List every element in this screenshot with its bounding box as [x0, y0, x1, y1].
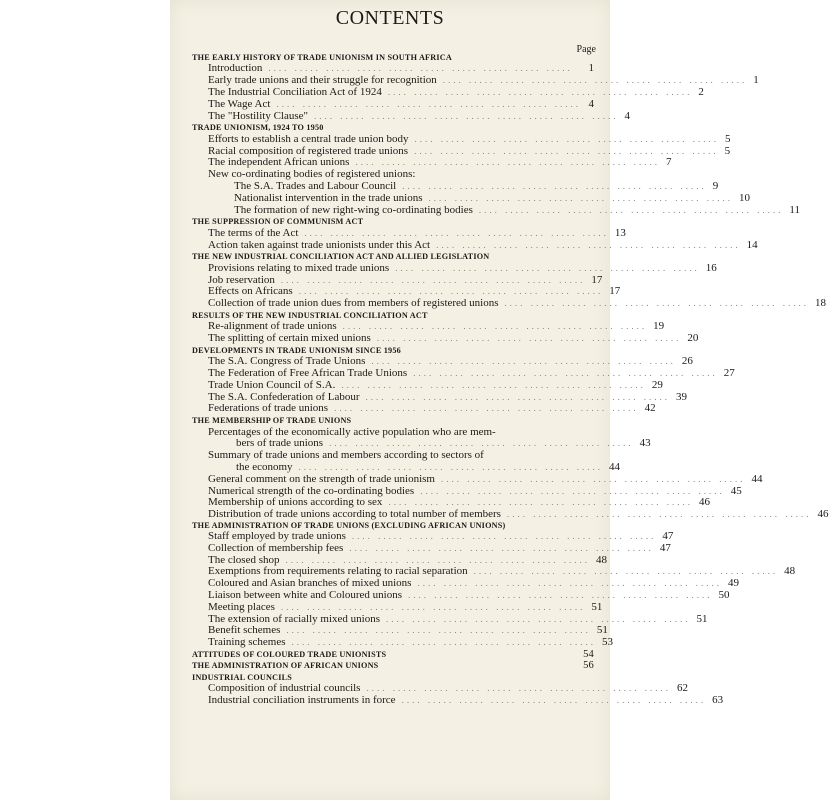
toc-entry-title: The formation of new right-wing co-ordinating bodies	[234, 203, 473, 216]
page-number: 48	[595, 553, 607, 566]
section-heading: THE NEW INDUSTRIAL CONCILIATION ACT AND ALLIED LEGISLATION	[192, 252, 490, 262]
page-number: 9	[712, 179, 719, 192]
page-number: 20	[687, 332, 699, 345]
leader-dots: .... ..... ..... ..... ..... ..... ..... ..... ..... .....	[413, 368, 718, 379]
toc-entry-title: Efforts to establish a central trade union body	[208, 132, 409, 145]
toc-entry-title: Re-alignment of trade unions	[208, 320, 337, 333]
page-number: 27	[723, 367, 735, 380]
toc-entry	[192, 261, 717, 275]
toc-entry-title: Composition of industrial councils	[208, 682, 361, 695]
leader-dots: .... ..... ..... ..... ..... ..... ..... ..... ..... .....	[401, 694, 707, 705]
leader-dots: .... ..... ..... ..... ..... ..... ..... ..... ..... .....	[291, 637, 597, 648]
page-number: 1	[588, 62, 594, 75]
page-number: 4	[624, 109, 631, 122]
toc-entry-title: The extension of racially mixed unions	[208, 612, 380, 625]
toc-entry-title: Federations of trade unions	[208, 402, 329, 415]
leader-dots: .... ..... ..... ..... ..... ..... ..... ..... ..... .....	[298, 462, 604, 473]
toc-entry-title: The "Hostility Clause"	[208, 109, 309, 122]
toc-entry	[192, 297, 827, 310]
section-heading: THE SUPPRESSION OF COMMUNISM ACT	[192, 217, 364, 227]
page-number: 50	[718, 589, 730, 602]
toc-entry-title: Training schemes	[208, 636, 286, 649]
section-heading	[192, 649, 596, 660]
section-heading: INDUSTRIAL COUNCILS	[192, 672, 293, 682]
leader-dots: .... ..... ..... ..... ..... ..... ..... ..... ..... .....	[428, 192, 733, 203]
page-number: 49	[727, 577, 739, 590]
toc-entry-title: Benefit schemes	[208, 624, 281, 637]
leader-dots: .... ..... ..... ..... ..... ..... ..... ..... ..... .....	[304, 227, 609, 238]
toc-entry-title: Numerical strength of the co-ordinating bodies	[208, 484, 415, 497]
leader-dots: .... ..... ..... ..... ..... ..... ..... ..... ..... .....	[365, 391, 671, 402]
page-number: 18	[815, 297, 827, 310]
toc-entry-title: Collection of trade union dues from members of registered unions	[208, 297, 499, 310]
page-number: 51	[591, 600, 603, 613]
page-number: 1	[753, 74, 759, 87]
toc-entry	[192, 191, 750, 205]
toc-entry-title: bers of trade unions	[236, 437, 324, 450]
toc-entry-title: Meeting places	[208, 600, 275, 613]
toc-entry	[192, 332, 699, 345]
page-number: 44	[751, 472, 763, 485]
leader-dots: .... ..... ..... ..... ..... ..... ..... ..... ..... .....	[388, 497, 693, 508]
toc-entry-title: The S.A. Congress of Trade Unions	[208, 355, 366, 368]
toc-entry-title: The Wage Act	[208, 97, 271, 110]
toc-entry-title: The S.A. Trades and Labour Council	[234, 179, 397, 192]
section-heading-text: ATTITUDES OF COLOURED TRADE UNIONISTS	[192, 650, 387, 659]
section-heading: THE EARLY HISTORY OF TRADE UNIONISM IN SOUTH AFRICA	[192, 53, 452, 62]
toc-entry	[192, 600, 603, 614]
toc-entry-title: The independent African unions	[208, 156, 350, 169]
page-column-label: Page	[576, 44, 596, 55]
page-number: 63	[712, 693, 724, 706]
toc-entry	[192, 378, 663, 392]
leader-dots: .... ..... ..... ..... ..... ..... ..... ..... ..... .....	[280, 274, 586, 285]
leader-dots: .... ..... ..... ..... ..... ..... ..... ..... ..... .....	[334, 403, 639, 414]
leader-dots: .... ..... ..... ..... ..... ..... ..... ..... ..... .....	[280, 601, 586, 612]
page-number: 62	[676, 682, 688, 695]
section-heading: DEVELOPMENTS IN TRADE UNIONISM SINCE 1956	[192, 345, 401, 355]
leader-dots: .... ..... ..... ..... ..... ..... ..... ..... ..... .....	[355, 157, 660, 168]
toc-entry	[192, 238, 758, 252]
page-number: 51	[596, 624, 608, 637]
toc-entry-title: The closed shop	[208, 553, 280, 566]
page-number: 43	[639, 437, 651, 450]
page-number: 17	[591, 273, 603, 286]
page-number: 2	[698, 85, 704, 98]
leader-dots: .... ..... ..... ..... ..... ..... ..... ..... ..... .....	[402, 180, 707, 191]
toc-entry-title: The Industrial Conciliation Act of 1924	[208, 85, 382, 98]
leader-dots: .... ..... ..... ..... ..... ..... ..... ..... ..... .....	[341, 379, 646, 390]
table-of-contents	[192, 52, 829, 707]
leader-dots: .... ..... ..... ..... ..... ..... ..... ..... ..... .....	[376, 333, 682, 344]
toc-entry	[192, 472, 763, 486]
toc-entry-title: The terms of the Act	[208, 226, 299, 239]
leader-dots: .... ..... ..... ..... ..... ..... ..... ..... ..... .....	[442, 75, 748, 86]
toc-entry-title: Collection of membership fees	[208, 541, 344, 554]
toc-entry	[192, 85, 704, 99]
leader-dots: .... ..... ..... ..... ..... ..... ..... ..... ..... .....	[414, 133, 719, 144]
page-number: 14	[746, 238, 758, 251]
leader-dots: .... ..... ..... ..... ..... ..... ..... ..... ..... .....	[387, 86, 693, 97]
page-number: 5	[725, 132, 731, 145]
page-number: 39	[676, 390, 688, 403]
page-number: 46	[817, 508, 829, 521]
section-heading-text: THE ADMINISTRATION OF AFRICAN UNIONS	[192, 661, 379, 671]
toc-entry-title: The S.A. Confederation of Labour	[208, 390, 360, 403]
leader-dots: .... ..... ..... ..... ..... ..... ..... ..... ..... .....	[329, 438, 634, 449]
toc-entry-title: Introduction	[208, 62, 263, 75]
leader-dots: .... ..... ..... ..... ..... ..... ..... ..... ..... .....	[506, 509, 812, 520]
page-number: 11	[789, 203, 800, 216]
toc-entry-title: Action taken against trade unionists under this Act	[208, 238, 431, 251]
leader-dots: .... ..... ..... ..... ..... ..... ..... ..... ..... .....	[351, 531, 657, 542]
toc-entry	[192, 109, 631, 123]
page-number: 5	[724, 144, 731, 157]
toc-entry-title: Distribution of trade unions according to total number of members	[208, 508, 501, 521]
section-heading: RESULTS OF THE NEW INDUSTRIAL CONCILIATION ACT	[192, 310, 428, 320]
page-number: 45	[730, 484, 742, 497]
page-number: 42	[644, 402, 656, 415]
toc-entry	[192, 693, 724, 707]
page-number: 51	[696, 612, 708, 625]
toc-entry-title: Trade Union Council of S.A.	[208, 378, 336, 391]
leader-dots: .... ..... ..... ..... ..... ..... ..... ..... ..... .....	[417, 578, 722, 589]
toc-entry-title: General comment on the strength of trade unionism	[208, 472, 435, 485]
leader-dots: .... ..... ..... ..... ..... ..... ..... ..... ..... .....	[285, 554, 590, 565]
leader-dots: .... ..... ..... ..... ..... ..... ..... ..... ..... .....	[414, 145, 719, 156]
toc-entry-title: Nationalist intervention in the trade unions	[234, 191, 423, 204]
book-page	[170, 0, 829, 800]
leader-dots: .... ..... ..... ..... ..... ..... ..... ..... ..... .....	[366, 683, 671, 694]
leader-dots: .... ..... ..... ..... ..... ..... ..... ..... ..... .....	[436, 239, 741, 250]
toc-entry	[192, 132, 731, 146]
page-number: 7	[665, 156, 672, 169]
leader-dots: .... ..... ..... ..... ..... ..... ..... ..... ..... .....	[298, 286, 604, 297]
leader-dots: .... ..... ..... ..... ..... ..... ..... ..... ..... .....	[420, 485, 725, 496]
page-number: 19	[653, 320, 665, 333]
page-number: 54	[583, 649, 594, 660]
toc-entry-title: Effects on Africans	[208, 285, 293, 298]
toc-entry-title: Membership of unions according to sex	[208, 496, 383, 509]
toc-entry-title: Liaison between white and Coloured unions	[208, 589, 402, 602]
toc-entry-title: The Federation of Free African Trade Unions	[208, 367, 408, 380]
toc-entry-title: Summary of trade unions and members according to sectors of	[208, 449, 484, 462]
section-heading: TRADE UNIONISM, 1924 TO 1950	[192, 123, 324, 133]
page-title: CONTENTS	[335, 7, 445, 29]
toc-entry	[192, 541, 671, 555]
toc-entry-title: Staff employed by trade unions	[208, 530, 346, 543]
toc-entry	[192, 402, 656, 415]
page-number: 26	[681, 355, 693, 368]
leader-dots: .... ..... ..... ..... ..... ..... ..... ..... ..... .....	[395, 262, 700, 273]
leader-dots: .... ..... ..... ..... ..... ..... ..... ..... ..... .....	[440, 473, 746, 484]
toc-entry	[192, 508, 829, 521]
page-number: 46	[698, 496, 710, 509]
toc-entry-title: Racial composition of registered trade unions	[208, 144, 409, 157]
toc-entry-title: Early trade unions and their struggle for recognition	[208, 74, 437, 87]
page-number: 29	[651, 378, 663, 391]
leader-dots: .... ..... ..... ..... ..... ..... ..... ..... ..... .....	[268, 63, 573, 74]
leader-dots: .... ..... ..... ..... ..... ..... ..... ..... ..... .....	[385, 613, 691, 624]
toc-entry-title: Exemptions from requirements relating to racial separation	[208, 565, 468, 578]
page-number: 47	[659, 541, 671, 554]
toc-entry	[192, 636, 614, 649]
section-heading: THE MEMBERSHIP OF TRADE UNIONS	[192, 416, 352, 426]
page-number: 10	[739, 191, 750, 204]
toc-entry	[192, 99, 596, 111]
page-number: 17	[609, 285, 621, 298]
page-number: 4	[588, 97, 594, 110]
toc-entry	[192, 203, 800, 217]
page-number: 48	[784, 565, 796, 578]
page-number: 13	[614, 226, 626, 239]
toc-entry	[192, 226, 626, 240]
toc-entry-title: Job reservation	[208, 273, 275, 286]
section-heading	[192, 660, 596, 671]
page-number: 47	[662, 530, 674, 543]
toc-entry-title: New co-ordinating bodies of registered unions:	[208, 168, 416, 181]
leader-dots: .... ..... ..... ..... ..... ..... ..... ..... ..... .....	[408, 590, 713, 601]
toc-entry-title: Provisions relating to mixed trade unions	[208, 261, 390, 274]
toc-entry-title: Coloured and Asian branches of mixed unions	[208, 577, 412, 590]
page-number: 44	[609, 461, 621, 474]
toc-entry	[192, 179, 719, 193]
leader-dots: .... ..... ..... ..... ..... ..... ..... ..... ..... .....	[504, 298, 810, 309]
leader-dots: .... ..... ..... ..... ..... ..... ..... ..... ..... .....	[371, 356, 676, 367]
page-number: 16	[705, 261, 717, 274]
section-heading: THE ADMINISTRATION OF TRADE UNIONS (EXCLUDING AFRICAN UNIONS)	[192, 521, 506, 531]
leader-dots: .... ..... ..... ..... ..... ..... ..... ..... ..... .....	[276, 98, 581, 109]
leader-dots: .... ..... ..... ..... ..... ..... ..... ..... ..... .....	[314, 110, 619, 121]
leader-dots: .... ..... ..... ..... ..... ..... ..... ..... ..... .....	[349, 542, 654, 553]
page-number: 56	[583, 660, 594, 672]
leader-dots: .... ..... ..... ..... ..... ..... ..... ..... ..... .....	[286, 625, 591, 636]
toc-entry-title: The splitting of certain mixed unions	[208, 332, 371, 345]
page-number: 53	[602, 636, 614, 649]
toc-entry-title: Industrial conciliation instruments in force	[208, 693, 396, 706]
leader-dots: .... ..... ..... ..... ..... ..... ..... ..... ..... .....	[478, 204, 784, 215]
leader-dots: .... ..... ..... ..... ..... ..... ..... ..... ..... .....	[473, 566, 779, 577]
leader-dots: .... ..... ..... ..... ..... ..... ..... ..... ..... .....	[342, 321, 648, 332]
toc-entry-title: the economy	[236, 461, 293, 474]
toc-entry-title: Percentages of the economically active population who are mem-	[208, 425, 496, 438]
